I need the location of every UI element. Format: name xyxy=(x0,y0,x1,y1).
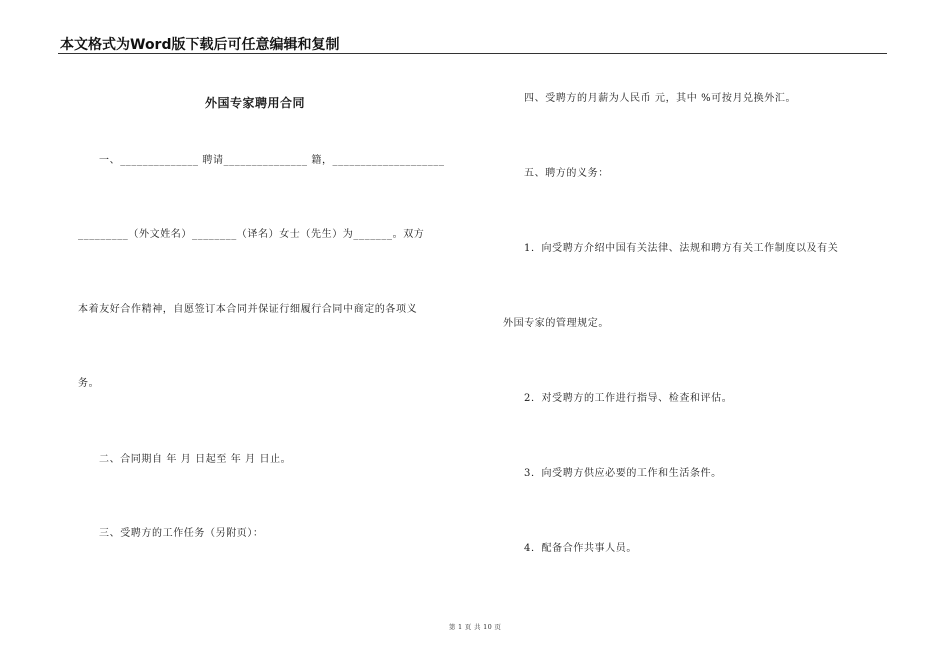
left-paragraph-line: 一、______________ 聘请_______________ 籍，____________________ xyxy=(99,155,445,166)
right-paragraph-line: 2．对受聘方的工作进行指导、检查和评估。 xyxy=(524,393,733,404)
document-title: 外国专家聘用合同 xyxy=(205,96,306,110)
header-divider xyxy=(58,53,887,54)
right-paragraph-line: 外国专家的管理规定。 xyxy=(503,318,609,329)
left-paragraph-line: 务。 xyxy=(78,378,100,389)
right-paragraph-line: 3．向受聘方供应必要的工作和生活条件。 xyxy=(524,468,722,479)
right-paragraph-line: 1．向受聘方介绍中国有关法律、法规和聘方有关工作制度以及有关 xyxy=(524,243,839,254)
header-banner-text: 本文格式为Word版下载后可任意编辑和复制 xyxy=(60,37,340,53)
left-paragraph-line: 二、合同期自 年 月 日起至 年 月 日止。 xyxy=(99,454,292,465)
right-paragraph-line: 四、受聘方的月薪为人民币 元，其中 %可按月兑换外汇。 xyxy=(524,93,797,104)
right-paragraph-line: 五、聘方的义务： xyxy=(524,168,609,179)
document-header xyxy=(58,34,886,54)
right-paragraph-line: 4．配备合作共事人员。 xyxy=(524,543,637,554)
left-paragraph-line: 三、受聘方的工作任务（另附页）： xyxy=(99,528,264,539)
left-paragraph-line: 本着友好合作精神，自愿签订本合同并保证行细履行合同中商定的各项义 xyxy=(78,304,418,315)
left-paragraph-line: _________（外文姓名）________（译名）女士（先生）为_______。双方 xyxy=(78,229,425,240)
page-number-footer: 第 1 页 共 10 页 xyxy=(448,623,502,631)
